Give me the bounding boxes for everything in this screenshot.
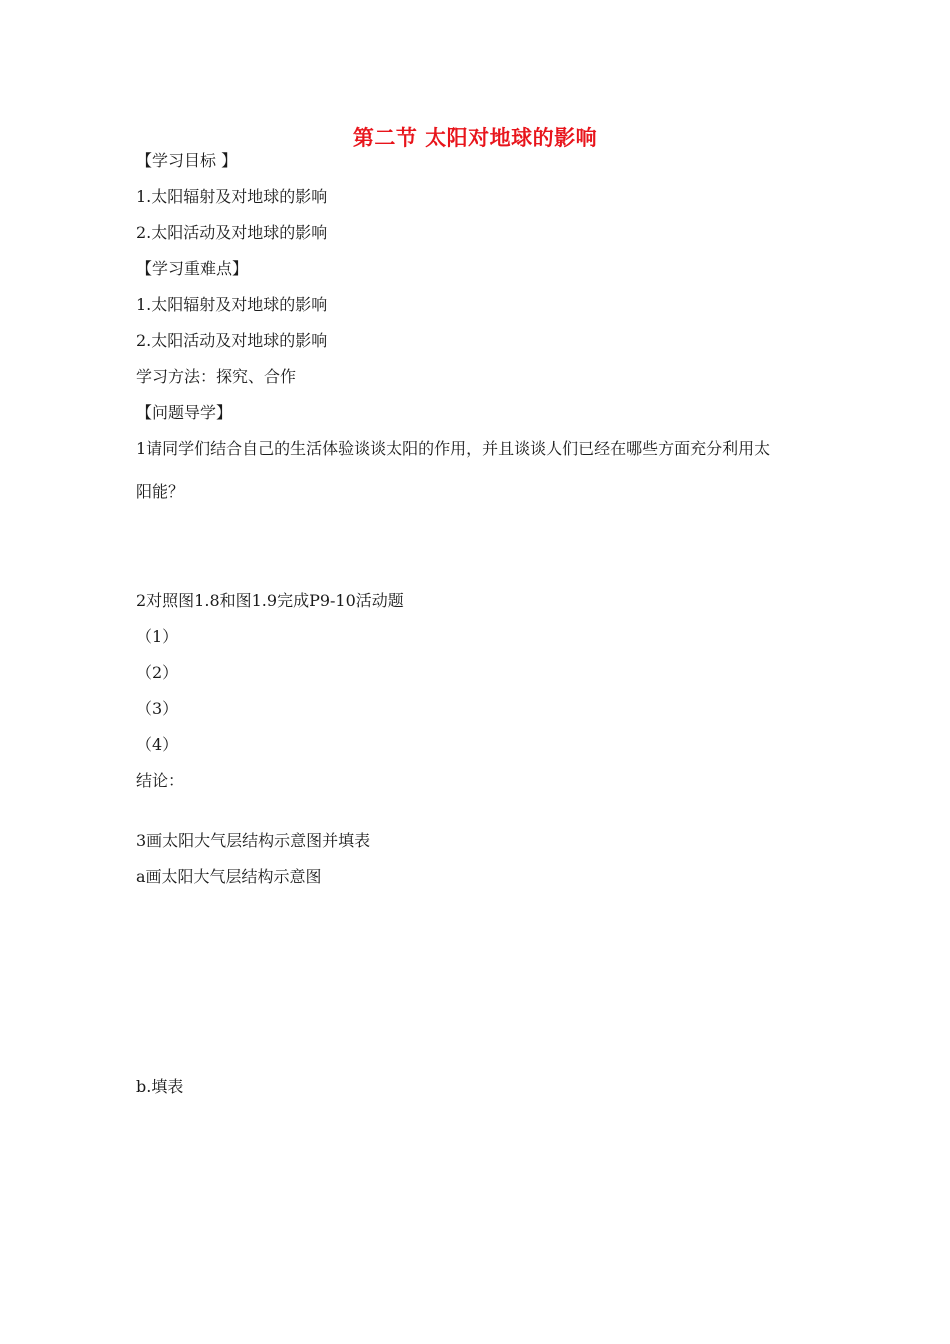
question-2-item: （4）	[136, 735, 179, 754]
question-3-part-a: a画太阳大气层结构示意图	[136, 867, 322, 886]
learning-goals-heading: 【学习目标 】	[136, 151, 238, 170]
learning-goal-item: 2.太阳活动及对地球的影响	[136, 223, 328, 242]
question-2-item: （3）	[136, 699, 179, 718]
question-3: 3画太阳大气层结构示意图并填表	[136, 831, 371, 850]
key-point-item: 1.太阳辐射及对地球的影响	[136, 295, 328, 314]
page-title: 第二节 太阳对地球的影响	[352, 126, 598, 150]
question-1-line-1: 1请同学们结合自己的生活体验谈谈太阳的作用，并且谈谈人们已经在哪些方面充分利用太	[136, 439, 771, 458]
question-2-item: （1）	[136, 627, 179, 646]
key-points-heading: 【学习重难点】	[136, 259, 249, 278]
learning-method: 学习方法：探究、合作	[136, 367, 297, 386]
question-3-part-b: b.填表	[136, 1077, 184, 1096]
question-1-line-2: 阳能？	[136, 482, 185, 501]
key-point-item: 2.太阳活动及对地球的影响	[136, 331, 328, 350]
guided-questions-heading: 【问题导学】	[136, 403, 233, 422]
learning-goal-item: 1.太阳辐射及对地球的影响	[136, 187, 328, 206]
conclusion-label: 结论：	[136, 771, 185, 790]
question-2-item: （2）	[136, 663, 179, 682]
question-2: 2对照图1.8和图1.9完成P9-10活动题	[136, 591, 404, 610]
